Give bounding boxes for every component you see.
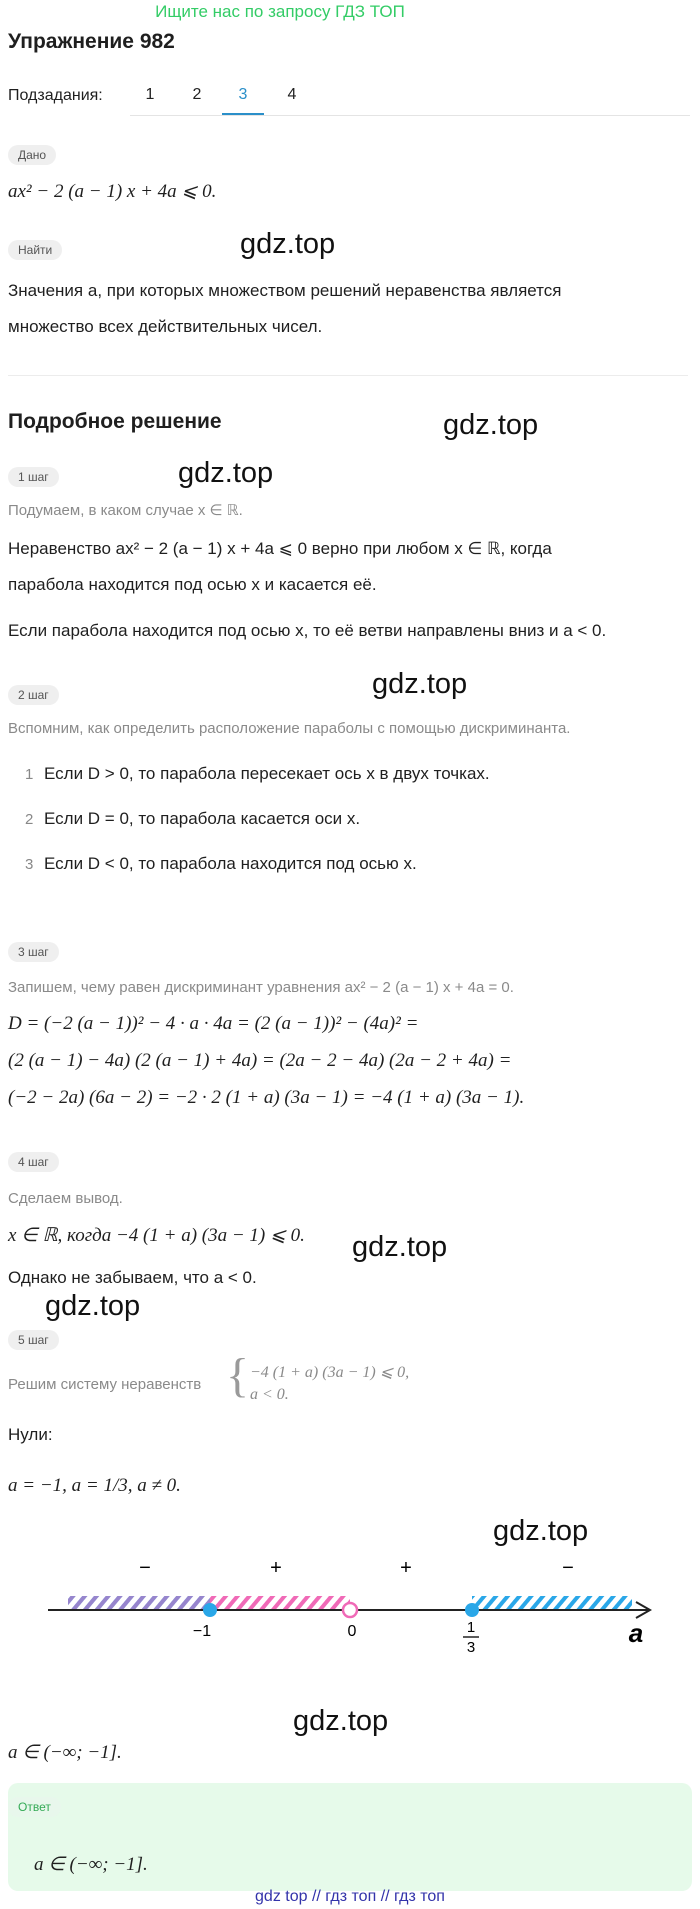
given-expression: ax² − 2 (a − 1) x + 4a ⩽ 0. xyxy=(8,181,217,202)
watermark: gdz.top xyxy=(493,1515,589,1547)
step-3-hint: Запишем, чему равен дискриминант уравнения ax² − 2 (a − 1) x + 4a = 0. xyxy=(8,979,514,996)
watermark: gdz.top xyxy=(293,1705,389,1737)
point-zero xyxy=(343,1603,357,1617)
sign-1: − xyxy=(139,1557,151,1579)
step-3-pill: 3 шаг xyxy=(8,942,59,962)
step-1-hint: Подумаем, в каком случае x ∈ ℝ. xyxy=(8,502,243,519)
zeros-expression: a = −1, a = 1/3, a ≠ 0. xyxy=(8,1475,181,1496)
tab-3[interactable]: 3 xyxy=(238,86,248,103)
step-1-text-1a: Неравенство ax² − 2 (a − 1) x + 4a ⩽ 0 верно при любом x ∈ ℝ, когда xyxy=(8,539,552,558)
list-number: 3 xyxy=(25,856,34,873)
step-5-pill: 5 шаг xyxy=(8,1330,59,1350)
hatch-right-interval xyxy=(472,1596,632,1609)
list-item: Если D > 0, то парабола пересекает ось x в двух точках. xyxy=(44,764,490,783)
point-minus-one xyxy=(203,1603,217,1617)
step-4-pill: 4 шаг xyxy=(8,1152,59,1172)
active-tab-indicator xyxy=(222,113,264,115)
list-number: 1 xyxy=(25,766,34,783)
sign-3: + xyxy=(400,1557,412,1579)
system-line-1: −4 (1 + a) (3a − 1) ⩽ 0, xyxy=(250,1364,410,1381)
step-2-hint: Вспомним, как определить расположение параболы с помощью дискриминанта. xyxy=(8,720,571,737)
list-item: Если D = 0, то парабола касается оси x. xyxy=(44,809,361,828)
step-1-pill: 1 шаг xyxy=(8,467,59,487)
sign-4: − xyxy=(562,1557,574,1579)
discriminant-line-2: (2 (a − 1) − 4a) (2 (a − 1) + 4a) = (2a − 2 − 4a) (2a − 2 + 4a) = xyxy=(8,1050,512,1071)
tick-label-third-numerator: 1 xyxy=(466,1619,476,1636)
footer-links[interactable]: gdz top // гдз топ // гдз топ xyxy=(255,1888,445,1905)
discriminant-line-3: (−2 − 2a) (6a − 2) = −2 · 2 (1 + a) (3a − 1) = −4 (1 + a) (3a − 1). xyxy=(8,1087,525,1108)
tick-label-third-denominator: 3 xyxy=(466,1639,476,1656)
zeros-label: Нули: xyxy=(8,1425,53,1444)
answer-expression: a ∈ (−∞; −1]. xyxy=(34,1854,148,1875)
hatch-middle-interval xyxy=(210,1596,350,1609)
tab-1[interactable]: 1 xyxy=(145,86,155,103)
tick-label-minus-one: −1 xyxy=(192,1623,212,1640)
watermark: gdz.top xyxy=(178,457,274,489)
watermark: gdz.top xyxy=(443,409,539,441)
sign-2: + xyxy=(270,1557,282,1579)
watermark: gdz.top xyxy=(372,668,468,700)
step-2-pill: 2 шаг xyxy=(8,685,59,705)
promo-banner[interactable]: Ищите нас по запросу ГДЗ ТОП xyxy=(155,2,405,21)
point-one-third xyxy=(465,1603,479,1617)
tab-4[interactable]: 4 xyxy=(287,86,297,103)
number-line-diagram xyxy=(0,1540,700,1680)
hatch-left-overlay xyxy=(68,1596,210,1609)
step-1-text-1b: парабола находится под осью x и касается её. xyxy=(8,575,377,594)
system-line-2: a < 0. xyxy=(250,1386,289,1403)
tick-label-zero: 0 xyxy=(347,1623,357,1640)
section-divider xyxy=(8,375,688,376)
find-pill: Найти xyxy=(8,240,62,260)
find-line-1: Значения a, при которых множеством решений неравенства является xyxy=(8,281,562,300)
system-brace: { xyxy=(226,1349,250,1402)
tab-2[interactable]: 2 xyxy=(192,86,202,103)
step-5-hint: Решим систему неравенств xyxy=(8,1376,202,1393)
result-expression: a ∈ (−∞; −1]. xyxy=(8,1742,122,1763)
tabs-divider xyxy=(130,115,690,116)
step-1-text-2: Если парабола находится под осью x, то её ветви направлены вниз и a < 0. xyxy=(8,621,607,640)
subtasks-label: Подзадания: xyxy=(8,87,103,104)
list-number: 2 xyxy=(25,811,34,828)
step-4-line-1: x ∈ ℝ, когда −4 (1 + a) (3a − 1) ⩽ 0. xyxy=(8,1225,305,1246)
step-4-line-2: Однако не забываем, что a < 0. xyxy=(8,1268,257,1287)
page-title: Упражнение 982 xyxy=(8,30,175,53)
list-item: Если D < 0, то парабола находится под осью x. xyxy=(44,854,417,873)
solution-title: Подробное решение xyxy=(8,410,222,433)
find-line-2: множество всех действительных чисел. xyxy=(8,317,323,336)
step-4-hint: Сделаем вывод. xyxy=(8,1190,123,1207)
answer-pill: Ответ xyxy=(8,1797,61,1817)
axis-variable: a xyxy=(628,1618,644,1648)
watermark: gdz.top xyxy=(45,1290,141,1322)
watermark: gdz.top xyxy=(240,228,336,260)
watermark: gdz.top xyxy=(352,1231,448,1263)
discriminant-line-1: D = (−2 (a − 1))² − 4 · a · 4a = (2 (a − 1))² − (4a)² = xyxy=(8,1013,419,1034)
given-pill: Дано xyxy=(8,145,56,165)
